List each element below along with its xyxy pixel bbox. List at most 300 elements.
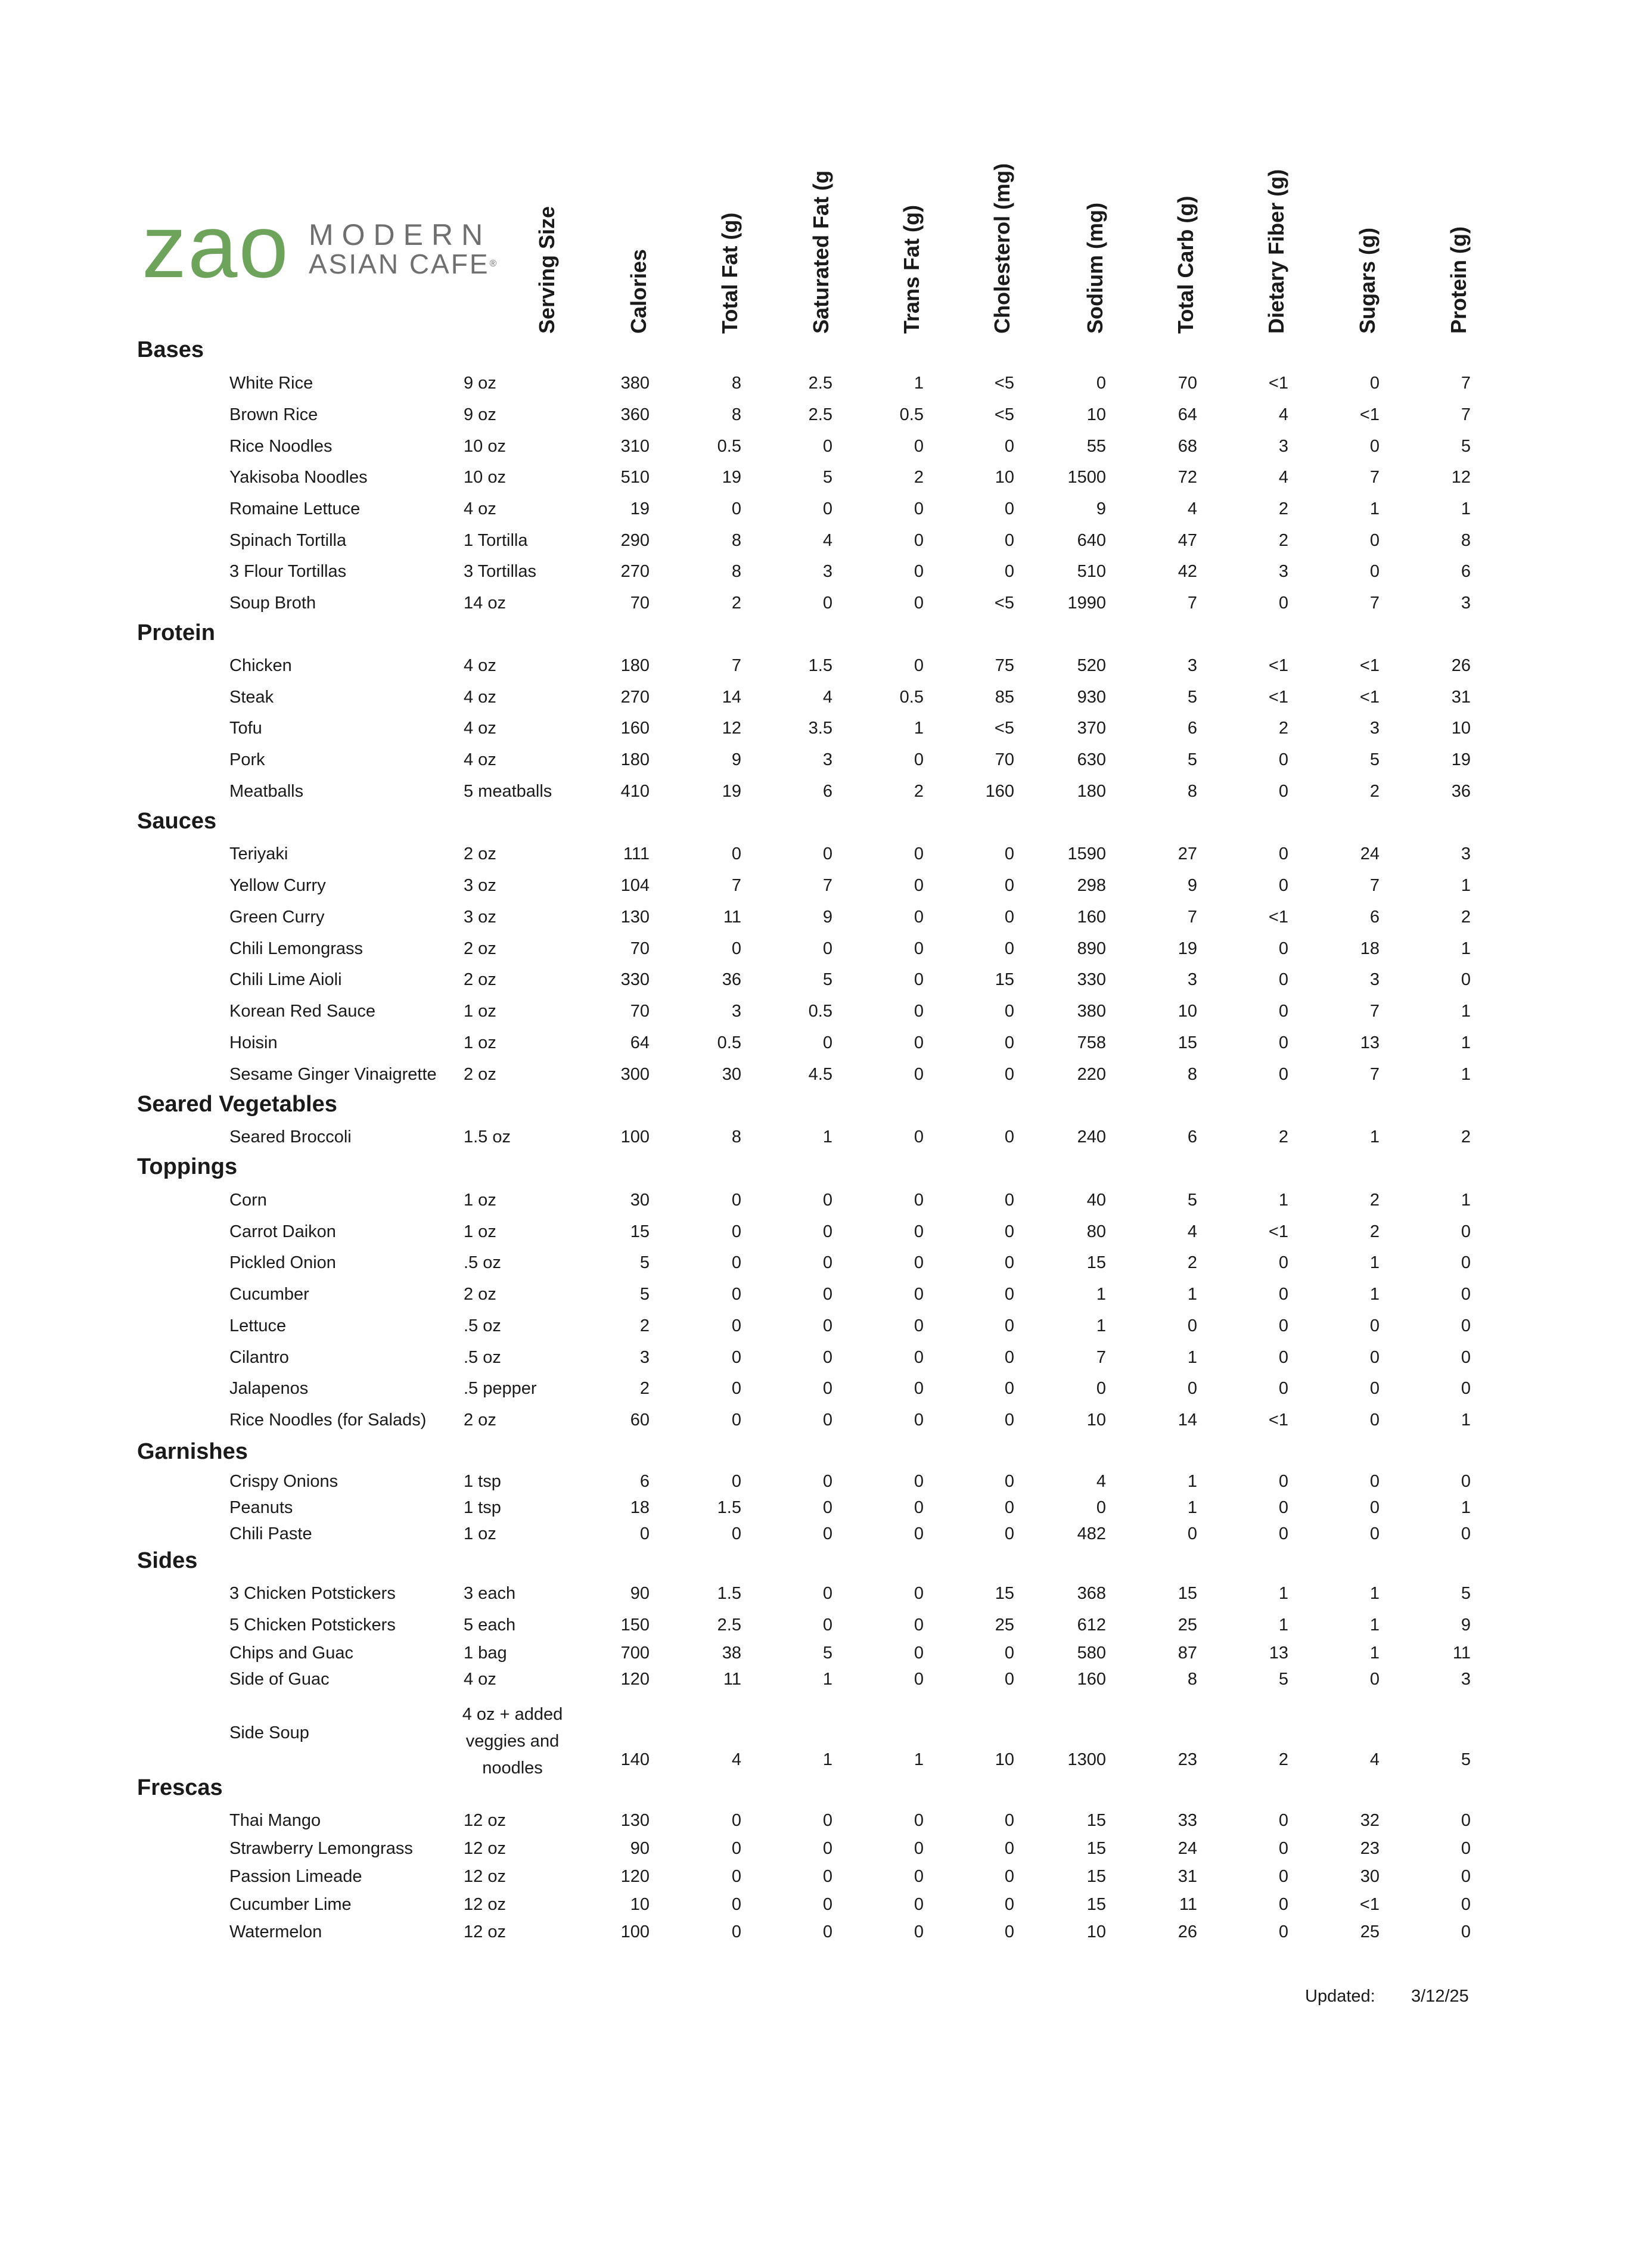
item-name: Passion Limeade (229, 1867, 362, 1886)
nutrient-value: 7 (731, 656, 741, 675)
nutrient-value: 0 (1004, 499, 1014, 518)
nutrient-value: 15 (995, 1584, 1014, 1603)
nutrient-value: 0 (1004, 531, 1014, 550)
nutrient-value: 8 (1187, 1670, 1197, 1689)
nutrient-value: 1 (1278, 1615, 1288, 1635)
nutrient-value: 758 (1077, 1033, 1106, 1052)
nutrient-value: 0 (1004, 1348, 1014, 1367)
nutrient-value: 15 (1086, 1895, 1106, 1914)
serving-size: 1 bag (464, 1643, 507, 1663)
nutrient-value: 0 (1369, 1348, 1380, 1367)
nutrient-value: 0 (1278, 1002, 1288, 1021)
nutrient-value: 0 (1004, 1811, 1014, 1830)
item-name: Sesame Ginger Vinaigrette (229, 1065, 437, 1084)
nutrient-value: 9 (1461, 1615, 1471, 1635)
nutrient-value: 3 (1369, 719, 1380, 738)
nutrient-value: 5 (1461, 1750, 1471, 1769)
nutrient-value: 0 (1461, 970, 1471, 989)
item-name: Pickled Onion (229, 1253, 336, 1272)
item-name: Brown Rice (229, 405, 318, 424)
nutrient-value: 0 (914, 594, 924, 613)
nutrient-value: 0 (822, 1285, 832, 1304)
nutrient-value: <5 (994, 374, 1014, 393)
table-row (0, 1407, 1631, 1433)
nutrient-value: 0 (914, 531, 924, 550)
nutrient-value: 9 (1187, 876, 1197, 895)
nutrient-value: 1 (1096, 1285, 1106, 1304)
logo-line-asian-cafe: ASIAN CAFE® (309, 248, 497, 279)
nutrient-value: <1 (1359, 688, 1380, 707)
nutrient-value: 10 (995, 1750, 1014, 1769)
item-name: Teriyaki (229, 844, 288, 863)
nutrient-value: 0 (1278, 1348, 1288, 1367)
serving-size: 1.5 oz (464, 1127, 511, 1147)
nutrient-value: 0 (914, 1922, 924, 1941)
table-row (0, 1187, 1631, 1213)
item-name: Lettuce (229, 1316, 287, 1335)
serving-size: 5 each (464, 1615, 516, 1635)
nutrient-value: 0 (914, 1410, 924, 1430)
nutrient-value: 0 (1278, 1285, 1288, 1304)
serving-size: 2 oz (464, 1410, 496, 1430)
nutrient-value: 3 (639, 1348, 650, 1367)
nutrient-value: 14 (1178, 1410, 1197, 1430)
item-name: Tofu (229, 719, 262, 738)
table-row (0, 1580, 1631, 1607)
nutrient-value: 0 (914, 499, 924, 518)
nutrient-value: 8 (731, 531, 741, 550)
nutrient-value: 10 (1086, 1410, 1106, 1430)
nutrient-value: 12 (1451, 468, 1471, 487)
nutrient-value: 510 (620, 468, 650, 487)
serving-size: 10 oz (464, 468, 506, 487)
nutrient-value: 0 (1278, 1253, 1288, 1272)
nutrient-value: <1 (1268, 1410, 1288, 1430)
nutrient-value: 0 (1278, 750, 1288, 769)
nutrient-value: 1 (1187, 1472, 1197, 1491)
nutrient-value: 0 (1369, 1524, 1380, 1543)
nutrient-value: 150 (620, 1615, 650, 1635)
nutrient-value: 0 (822, 1839, 832, 1858)
nutrient-value: 0 (1004, 1472, 1014, 1491)
nutrient-value: 1 (822, 1127, 832, 1147)
serving-size: 4 oz (464, 656, 496, 675)
nutrient-value: 0.5 (899, 405, 924, 424)
nutrient-value: 2 (639, 1316, 650, 1335)
table-row (0, 1281, 1631, 1307)
item-name: Korean Red Sauce (229, 1002, 376, 1021)
nutrient-value: 0 (731, 1839, 741, 1858)
nutrient-value: 0 (1004, 1316, 1014, 1335)
nutrient-value: 160 (1077, 908, 1106, 927)
nutrient-value: 0 (822, 1410, 832, 1430)
nutrient-value: 27 (1178, 844, 1197, 863)
nutrient-value: 1590 (1067, 844, 1106, 863)
nutrient-value: 2 (1461, 908, 1471, 927)
nutrient-value: 15 (1178, 1584, 1197, 1603)
item-name: Seared Broccoli (229, 1127, 352, 1147)
nutrient-value: 85 (995, 688, 1014, 707)
nutrient-value: 70 (630, 594, 650, 613)
nutrient-value: 0 (731, 1867, 741, 1886)
column-header-label: Trans Fat (g) (899, 204, 924, 334)
table-row (0, 496, 1631, 522)
item-name: Pork (229, 750, 265, 769)
nutrient-value: 0 (1461, 1348, 1471, 1367)
nutrient-value: 700 (620, 1643, 650, 1663)
item-name: Hoisin (229, 1033, 278, 1052)
zao-logo (142, 196, 499, 296)
nutrient-value: 40 (1086, 1191, 1106, 1210)
nutrient-value: 310 (620, 437, 650, 456)
nutrient-value: 0 (1278, 594, 1288, 613)
nutrient-value: 1.5 (717, 1498, 741, 1517)
nutrient-value: 0 (914, 1524, 924, 1543)
nutrient-value: 8 (731, 1127, 741, 1147)
nutrient-value: 1 (1187, 1348, 1197, 1367)
nutrient-value: 1 (1461, 1033, 1471, 1052)
table-row (0, 1124, 1631, 1150)
nutrient-value: 1 (1461, 1002, 1471, 1021)
nutrient-value: 0 (822, 1615, 832, 1635)
table-row (0, 527, 1631, 554)
nutrient-value: 4 (731, 1750, 741, 1769)
table-row (0, 402, 1631, 428)
nutrient-value: 160 (985, 782, 1014, 801)
nutrient-value: 4 (822, 531, 832, 550)
nutrient-value: 1 (1461, 876, 1471, 895)
nutrient-value: 0 (914, 970, 924, 989)
nutrient-value: 80 (1086, 1222, 1106, 1241)
nutrient-value: 0 (822, 1498, 832, 1517)
nutrient-value: 36 (1451, 782, 1471, 801)
table-row (0, 558, 1631, 585)
nutrient-value: 0 (1004, 1643, 1014, 1663)
nutrient-value: 0 (822, 1033, 832, 1052)
table-row (0, 1863, 1631, 1890)
nutrient-value: 23 (1360, 1839, 1380, 1858)
item-name: Soup Broth (229, 594, 316, 613)
nutrient-value: 13 (1360, 1033, 1380, 1052)
nutrient-value: 180 (620, 656, 650, 675)
nutrient-value: 6 (639, 1472, 650, 1491)
nutrient-value: 0 (1461, 1867, 1471, 1886)
nutrient-value: 3 (1278, 437, 1288, 456)
nutrient-value: 410 (620, 782, 650, 801)
nutrient-value: 130 (620, 1811, 650, 1830)
nutrient-value: 0 (1096, 374, 1106, 393)
nutrient-value: 0 (731, 939, 741, 958)
nutrient-value: 0 (1004, 1498, 1014, 1517)
nutrient-value: 0 (822, 939, 832, 958)
nutrient-value: 7 (1187, 908, 1197, 927)
nutrient-value: 2 (1278, 1750, 1288, 1769)
nutrient-value: 0 (1004, 939, 1014, 958)
nutrient-value: 2 (914, 468, 924, 487)
serving-size: 12 oz (464, 1895, 506, 1914)
nutrient-value: 0 (1461, 1524, 1471, 1543)
nutrient-value: 0 (822, 1472, 832, 1491)
nutrient-value: 5 (1461, 437, 1471, 456)
nutrient-value: 330 (620, 970, 650, 989)
serving-size: 2 oz (464, 1285, 496, 1304)
nutrient-value: 0 (731, 1524, 741, 1543)
nutrient-value: 180 (1077, 782, 1106, 801)
serving-size: 12 oz (464, 1867, 506, 1886)
nutrient-value: 0 (1004, 876, 1014, 895)
nutrient-value: 7 (1369, 594, 1380, 613)
logo-line-modern: MODERN (309, 218, 492, 251)
nutrient-value: 9 (822, 908, 832, 927)
nutrient-value: 120 (620, 1670, 650, 1689)
nutrient-value: 3.5 (808, 719, 832, 738)
nutrient-value: 180 (620, 750, 650, 769)
nutrient-value: 1 (1278, 1191, 1288, 1210)
nutrient-value: 11 (1452, 1643, 1471, 1663)
nutrient-value: 0.5 (899, 688, 924, 707)
serving-size: 10 oz (464, 437, 506, 456)
table-row (0, 1375, 1631, 1402)
nutrient-value: 33 (1178, 1811, 1197, 1830)
nutrient-value: 2 (1369, 1222, 1380, 1241)
nutrient-value: 15 (1086, 1811, 1106, 1830)
nutrient-value: 9 (1096, 499, 1106, 518)
nutrient-value: 0 (914, 1643, 924, 1663)
nutrient-value: 0 (822, 1895, 832, 1914)
nutrient-value: 72 (1178, 468, 1197, 487)
column-header-label: Saturated Fat (g (809, 170, 833, 334)
nutrient-value: 0 (1187, 1379, 1197, 1398)
item-name: Side of Guac (229, 1670, 330, 1689)
nutrient-value: 7 (1096, 1348, 1106, 1367)
nutrient-value: 10 (995, 468, 1014, 487)
nutrient-value: 1 (914, 719, 924, 738)
nutrient-value: 1 (1369, 1285, 1380, 1304)
nutrient-value: 0 (1278, 1379, 1288, 1398)
nutrient-value: 0 (822, 1222, 832, 1241)
table-row (0, 998, 1631, 1024)
section-heading: Bases (137, 337, 204, 362)
nutrient-value: 0 (1369, 1670, 1380, 1689)
nutrient-value: 0 (914, 1127, 924, 1147)
table-row (0, 967, 1631, 993)
nutrient-value: 160 (1077, 1670, 1106, 1689)
nutrient-value: <1 (1359, 405, 1380, 424)
nutrient-value: 630 (1077, 750, 1106, 769)
nutrient-value: 0 (914, 1285, 924, 1304)
table-row (0, 936, 1631, 962)
item-name: Green Curry (229, 908, 325, 927)
nutrient-value: 5 (1461, 1584, 1471, 1603)
item-name: Rice Noodles (229, 437, 333, 456)
nutrient-value: 0 (1278, 1895, 1288, 1914)
nutrient-value: 2 (1461, 1127, 1471, 1147)
column-header-label: Cholesterol (mg) (990, 163, 1014, 334)
nutrient-value: 140 (620, 1750, 650, 1769)
nutrient-value: 10 (1451, 719, 1471, 738)
nutrient-value: 4 (1187, 1222, 1197, 1241)
nutrient-value: 15 (1086, 1839, 1106, 1858)
nutrient-value: 380 (1077, 1002, 1106, 1021)
serving-size: 1 oz (464, 1524, 496, 1543)
serving-size: 1 tsp (464, 1498, 501, 1517)
table-row (0, 872, 1631, 899)
table-row (0, 1521, 1631, 1547)
nutrient-value: 0 (914, 1615, 924, 1635)
nutrient-value: 0 (731, 1222, 741, 1241)
table-row (0, 1250, 1631, 1276)
nutrient-value: 0 (731, 1253, 741, 1272)
nutrient-value: 0 (914, 562, 924, 581)
nutrient-value: 3 (1461, 594, 1471, 613)
nutrient-value: 2 (1278, 531, 1288, 550)
serving-size: .5 pepper (464, 1379, 537, 1398)
column-header-label: Calories (626, 248, 651, 334)
serving-size: 14 oz (464, 594, 506, 613)
nutrient-value: 6 (1369, 908, 1380, 927)
serving-size: 12 oz (464, 1922, 506, 1941)
serving-size: 2 oz (464, 1065, 496, 1084)
nutrient-value: 0 (1096, 1379, 1106, 1398)
nutrient-value: 380 (620, 374, 650, 393)
serving-size: 2 oz (464, 844, 496, 863)
nutrient-value: 30 (722, 1065, 741, 1084)
nutrient-value: 15 (1178, 1033, 1197, 1052)
nutrient-value: 1 (1369, 1584, 1380, 1603)
item-name: Side Soup (229, 1723, 309, 1742)
nutrient-value: 1 (1187, 1498, 1197, 1517)
nutrient-value: 0 (914, 656, 924, 675)
nutrient-value: 26 (1451, 656, 1471, 675)
nutrient-value: 18 (1360, 939, 1380, 958)
nutrient-value: 0 (1461, 1253, 1471, 1272)
section-heading: Seared Vegetables (137, 1092, 337, 1117)
item-name: Chili Lemongrass (229, 939, 364, 958)
serving-size: 5 meatballs (464, 782, 552, 801)
nutrient-value: 8 (1187, 782, 1197, 801)
nutrient-value: 1 (1096, 1316, 1106, 1335)
nutrient-value: 0 (1278, 1524, 1288, 1543)
nutrient-value: 68 (1178, 437, 1197, 456)
table-row (0, 1612, 1631, 1638)
table-row (0, 1344, 1631, 1371)
nutrient-value: 10 (1086, 405, 1106, 424)
nutrient-value: 4.5 (808, 1065, 832, 1084)
nutrient-value: 0 (914, 1316, 924, 1335)
table-row (0, 1666, 1631, 1692)
nutrient-value: <1 (1268, 374, 1288, 393)
nutrient-value: 0 (1369, 1316, 1380, 1335)
nutrient-value: 8 (1187, 1065, 1197, 1084)
nutrient-value: <1 (1359, 1895, 1380, 1914)
nutrient-value: 6 (1187, 719, 1197, 738)
nutrient-value: 70 (995, 750, 1014, 769)
nutrient-value: 7 (1369, 1065, 1380, 1084)
nutrient-value: 270 (620, 562, 650, 581)
item-name: Thai Mango (229, 1811, 321, 1830)
nutrient-value: 2 (1187, 1253, 1197, 1272)
nutrient-value: 0 (914, 1033, 924, 1052)
nutrient-value: 0.5 (717, 437, 741, 456)
nutrient-value: 3 (1187, 970, 1197, 989)
nutrient-value: 8 (731, 374, 741, 393)
nutrient-value: 0 (731, 1316, 741, 1335)
nutrient-value: 1 (1461, 1498, 1471, 1517)
serving-size: .5 oz (464, 1316, 501, 1335)
nutrient-value: 0 (914, 437, 924, 456)
item-name: Corn (229, 1191, 267, 1210)
nutrient-value: 0 (1004, 1922, 1014, 1941)
nutrient-value: 5 (822, 970, 832, 989)
nutrient-value: 0 (731, 1811, 741, 1830)
nutrient-value: 10 (1086, 1922, 1106, 1941)
nutrient-value: 55 (1086, 437, 1106, 456)
nutrient-value: 64 (630, 1033, 650, 1052)
serving-size: .5 oz (464, 1253, 501, 1272)
nutrient-value: 0 (1369, 562, 1380, 581)
nutrient-value: 0 (1461, 1285, 1471, 1304)
item-name: Yakisoba Noodles (229, 468, 368, 487)
nutrient-value: 6 (1187, 1127, 1197, 1147)
nutrient-value: <1 (1359, 656, 1380, 675)
nutrient-value: 0 (822, 1253, 832, 1272)
item-name: Peanuts (229, 1498, 293, 1517)
nutrient-value: 1.5 (717, 1584, 741, 1603)
nutrient-value: 0 (731, 1285, 741, 1304)
nutrient-value: 30 (1360, 1867, 1380, 1886)
serving-size: 4 oz (464, 750, 496, 769)
nutrient-value: 1.5 (808, 656, 832, 675)
serving-size: 4 oz (464, 688, 496, 707)
nutrient-value: 11 (1179, 1895, 1197, 1914)
nutrient-value: 90 (630, 1584, 650, 1603)
nutrient-value: 580 (1077, 1643, 1106, 1663)
nutrient-value: 2 (1278, 499, 1288, 518)
nutrient-value: 19 (722, 468, 741, 487)
nutrient-value: 0 (1369, 1410, 1380, 1430)
nutrient-value: 0 (639, 1524, 650, 1543)
side-soup-serving-size: 4 oz + added veggies and noodles (462, 1705, 563, 1778)
nutrient-value: 0 (914, 1811, 924, 1830)
nutrient-value: 1 (1369, 1127, 1380, 1147)
nutrient-value: 7 (1369, 1002, 1380, 1021)
nutrient-value: 0 (914, 908, 924, 927)
nutrient-value: 1 (1461, 499, 1471, 518)
item-name: Rice Noodles (for Salads) (229, 1410, 427, 1430)
nutrient-value: 11 (723, 908, 741, 927)
nutrient-value: 19 (630, 499, 650, 518)
updated-date: 3/12/25 (1411, 1987, 1469, 2006)
nutrient-value: 23 (1178, 1750, 1197, 1769)
nutrient-value: 111 (623, 844, 650, 863)
nutrient-value: 0 (1278, 1839, 1288, 1858)
column-header-label: Dietary Fiber (g) (1264, 169, 1288, 334)
nutrient-value: 520 (1077, 656, 1106, 675)
nutrient-value: 0 (1369, 437, 1380, 456)
nutrient-value: 0 (1004, 1191, 1014, 1210)
serving-size: 3 Tortillas (464, 562, 536, 581)
nutrient-value: 5 (639, 1253, 650, 1272)
table-row (0, 590, 1631, 616)
serving-size: 1 oz (464, 1191, 496, 1210)
serving-size: 4 oz (464, 499, 496, 518)
logo-word: zao (142, 196, 290, 296)
nutrient-value: 0 (1369, 531, 1380, 550)
nutrient-value: 87 (1178, 1643, 1197, 1663)
nutrient-value: 0 (914, 1253, 924, 1272)
nutrient-value: 0 (731, 1191, 741, 1210)
nutrient-value: 11 (723, 1670, 741, 1689)
